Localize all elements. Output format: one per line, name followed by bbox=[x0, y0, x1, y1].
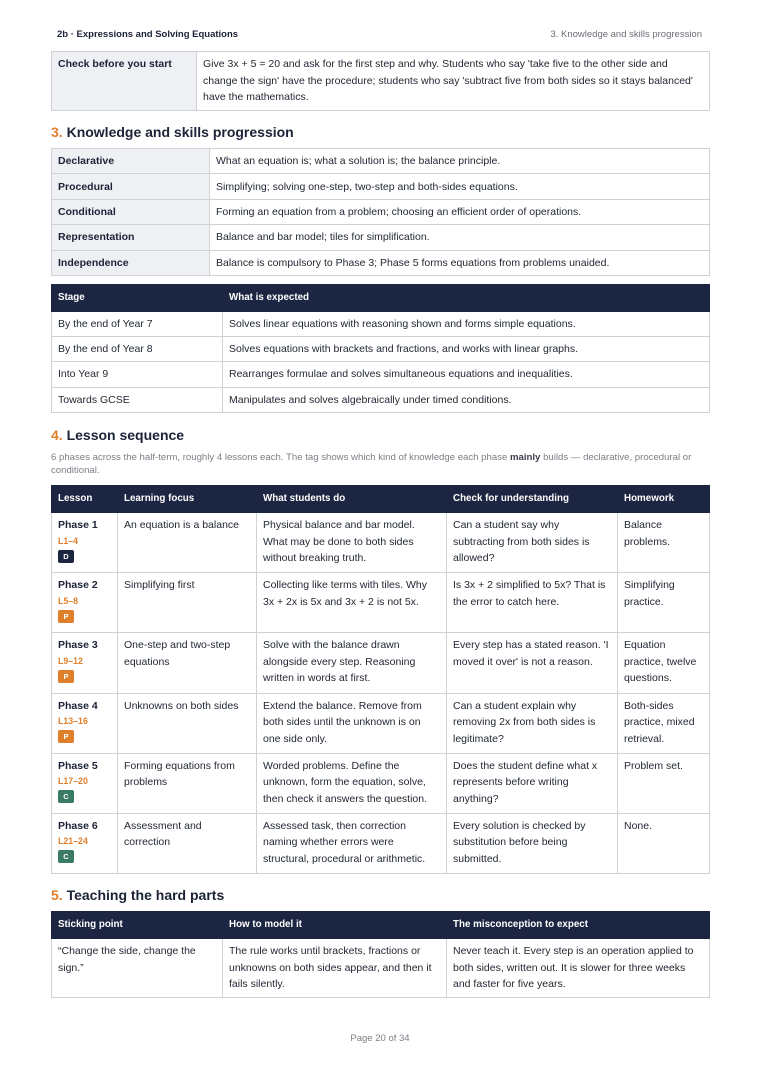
homework: None. bbox=[618, 813, 710, 873]
table-header-row bbox=[52, 285, 710, 312]
table-row bbox=[52, 573, 710, 633]
knowledge-tag-badge: D bbox=[58, 550, 74, 563]
column-header: What is expected bbox=[223, 285, 710, 312]
learning-focus: Unknowns on both sides bbox=[118, 693, 257, 753]
intro-emphasis: mainly bbox=[510, 452, 541, 463]
table-row bbox=[52, 693, 710, 753]
section-5-heading bbox=[51, 887, 224, 903]
column-header: Check for understanding bbox=[447, 486, 618, 513]
column-header: Learning focus bbox=[118, 486, 257, 513]
knowledge-description: Balance is compulsory to Phase 3; Phase 5 forms equations from problems unaided. bbox=[210, 250, 710, 275]
lesson-range: L5–8 bbox=[58, 595, 79, 606]
stage-table bbox=[51, 284, 710, 413]
misconception: Never teach it. Every step is an operation applied to both sides, written out. It is slower for three weeks and faster for five years. bbox=[447, 939, 710, 998]
phase-name: Phase 4 bbox=[58, 699, 98, 712]
section-number: 5. bbox=[51, 887, 63, 903]
knowledge-type-label: Representation bbox=[52, 225, 210, 250]
column-header: Lesson bbox=[52, 486, 118, 513]
check-for-understanding: Every solution is checked by substitution before being submitted. bbox=[447, 813, 618, 873]
section-number: 3. bbox=[51, 124, 63, 140]
table-row bbox=[52, 312, 710, 337]
table-row bbox=[52, 813, 710, 873]
stage-expectation: Solves equations with brackets and fractions, and works with linear graphs. bbox=[223, 337, 710, 362]
stage-expectation: Solves linear equations with reasoning shown and forms simple equations. bbox=[223, 312, 710, 337]
check-for-understanding: Is 3x + 2 simplified to 5x? That is the error to catch here. bbox=[447, 573, 618, 633]
column-header: Sticking point bbox=[52, 912, 223, 939]
sticking-point: “Change the side, change the sign.” bbox=[52, 939, 223, 998]
check-for-understanding: Does the student define what x represents before writing anything? bbox=[447, 753, 618, 813]
knowledge-tag-badge: P bbox=[58, 610, 74, 623]
knowledge-table bbox=[51, 148, 710, 276]
lesson-cell bbox=[52, 753, 118, 813]
knowledge-description: Balance and bar model; tiles for simplification. bbox=[210, 225, 710, 250]
lesson-range: L1–4 bbox=[58, 535, 79, 546]
stage-expectation: Rearranges formulae and solves simultaneous equations and inequalities. bbox=[223, 362, 710, 387]
knowledge-type-label: Declarative bbox=[52, 149, 210, 174]
section-4-heading bbox=[51, 427, 184, 443]
table-row bbox=[52, 387, 710, 412]
homework: Simplifying practice. bbox=[618, 573, 710, 633]
section-3-heading bbox=[51, 124, 294, 140]
table-row bbox=[52, 362, 710, 387]
learning-focus: Assessment and correction bbox=[118, 813, 257, 873]
knowledge-type-label: Procedural bbox=[52, 174, 210, 199]
lesson-range: L21–24 bbox=[58, 836, 88, 847]
page-number: Page 20 of 34 bbox=[350, 1033, 410, 1044]
phase-name: Phase 2 bbox=[58, 579, 98, 592]
knowledge-tag-badge: C bbox=[58, 850, 74, 863]
learning-focus: An equation is a balance bbox=[118, 513, 257, 573]
knowledge-tag-badge: C bbox=[58, 790, 74, 803]
stage-name: Towards GCSE bbox=[52, 387, 223, 412]
column-header: Homework bbox=[618, 486, 710, 513]
phase-name: Phase 6 bbox=[58, 819, 98, 832]
check-label: Check before you start bbox=[52, 52, 197, 111]
check-for-understanding: Can a student explain why removing 2x from both sides is legitimate? bbox=[447, 693, 618, 753]
homework: Problem set. bbox=[618, 753, 710, 813]
table-row bbox=[52, 225, 710, 250]
table-row bbox=[52, 52, 710, 111]
lesson-range: L13–16 bbox=[58, 716, 88, 727]
knowledge-description: Simplifying; solving one-step, two-step and both-sides equations. bbox=[210, 174, 710, 199]
check-for-understanding: Every step has a stated reason. 'I moved it over' is not a reason. bbox=[447, 633, 618, 693]
page-header bbox=[57, 29, 702, 43]
phase-name: Phase 3 bbox=[58, 639, 98, 652]
student-activity: Collecting like terms with tiles. Why 3x + 2x is 5x and 3x + 2 is not 5x. bbox=[257, 573, 447, 633]
table-row bbox=[52, 174, 710, 199]
check-for-understanding: Can a student say why subtracting from both sides is allowed? bbox=[447, 513, 618, 573]
phase-name: Phase 1 bbox=[58, 519, 98, 531]
table-row bbox=[52, 149, 710, 174]
phase-name: Phase 5 bbox=[58, 759, 98, 772]
knowledge-tag-badge: P bbox=[58, 670, 74, 683]
learning-focus: Forming equations from problems bbox=[118, 753, 257, 813]
table-row bbox=[52, 633, 710, 693]
how-to-model: The rule works until brackets, fractions or unknowns on both sides appear, and then it fails silently. bbox=[223, 939, 447, 998]
student-activity: Solve with the balance drawn alongside every step. Reasoning written in words at first. bbox=[257, 633, 447, 693]
student-activity: Extend the balance. Remove from both sides until the unknown is on one side only. bbox=[257, 693, 447, 753]
intro-text: builds — declarative, procedural or conditional. bbox=[51, 452, 692, 476]
lesson-cell bbox=[52, 813, 118, 873]
stage-name: Into Year 9 bbox=[52, 362, 223, 387]
stage-name: By the end of Year 7 bbox=[52, 312, 223, 337]
knowledge-tag-badge: P bbox=[58, 730, 74, 743]
table-row bbox=[52, 199, 710, 224]
table-header-row bbox=[52, 912, 710, 939]
homework: Both-sides practice, mixed retrieval. bbox=[618, 693, 710, 753]
lesson-range: L17–20 bbox=[58, 776, 88, 787]
column-header: Stage bbox=[52, 285, 223, 312]
section-title: Knowledge and skills progression bbox=[66, 124, 294, 140]
document-title: 2b · Expressions and Solving Equations bbox=[57, 29, 239, 40]
lesson-sequence-table bbox=[51, 485, 710, 874]
table-row bbox=[52, 250, 710, 275]
student-activity: Worded problems. Define the unknown, form the equation, solve, then check it answers the question. bbox=[257, 753, 447, 813]
homework: Equation practice, twelve questions. bbox=[618, 633, 710, 693]
knowledge-type-label: Conditional bbox=[52, 199, 210, 224]
section-running-title: 3. Knowledge and skills progression bbox=[550, 29, 702, 40]
hard-parts-table bbox=[51, 911, 710, 998]
lesson-sequence-intro bbox=[51, 451, 711, 477]
column-header: The misconception to expect bbox=[447, 912, 710, 939]
check-before-start-table bbox=[51, 51, 710, 111]
lesson-cell bbox=[52, 573, 118, 633]
knowledge-description: Forming an equation from a problem; choosing an efficient order of operations. bbox=[210, 199, 710, 224]
section-title: Teaching the hard parts bbox=[66, 887, 225, 903]
student-activity: Physical balance and bar model. What may be done to both sides without breaking truth. bbox=[257, 513, 447, 573]
student-activity: Assessed task, then correction naming whether errors were structural, procedural or arithmetic. bbox=[257, 813, 447, 873]
lesson-cell bbox=[52, 633, 118, 693]
table-row bbox=[52, 753, 710, 813]
lesson-cell bbox=[52, 693, 118, 753]
lesson-range: L9–12 bbox=[58, 655, 83, 666]
table-header-row bbox=[52, 486, 710, 513]
table-row bbox=[52, 939, 710, 998]
check-text: Give 3x + 5 = 20 and ask for the first step and why. Students who say 'take five to the other side and change the sign' have the procedure; students who say 'subtract five from both sides so it stays balanced' have the mathematics. bbox=[197, 52, 710, 111]
section-title: Lesson sequence bbox=[66, 427, 185, 443]
homework: Balance problems. bbox=[618, 513, 710, 573]
table-row bbox=[52, 513, 710, 573]
section-number: 4. bbox=[51, 427, 63, 443]
learning-focus: Simplifying first bbox=[118, 573, 257, 633]
stage-expectation: Manipulates and solves algebraically under timed conditions. bbox=[223, 387, 710, 412]
learning-focus: One-step and two-step equations bbox=[118, 633, 257, 693]
column-header: How to model it bbox=[223, 912, 447, 939]
lesson-cell bbox=[52, 513, 118, 573]
column-header: What students do bbox=[257, 486, 447, 513]
knowledge-description: What an equation is; what a solution is; the balance principle. bbox=[210, 149, 710, 174]
knowledge-type-label: Independence bbox=[52, 250, 210, 275]
intro-text: 6 phases across the half-term, roughly 4 lessons each. The tag shows which kind of knowledge each phase bbox=[51, 452, 510, 463]
table-row bbox=[52, 337, 710, 362]
stage-name: By the end of Year 8 bbox=[52, 337, 223, 362]
